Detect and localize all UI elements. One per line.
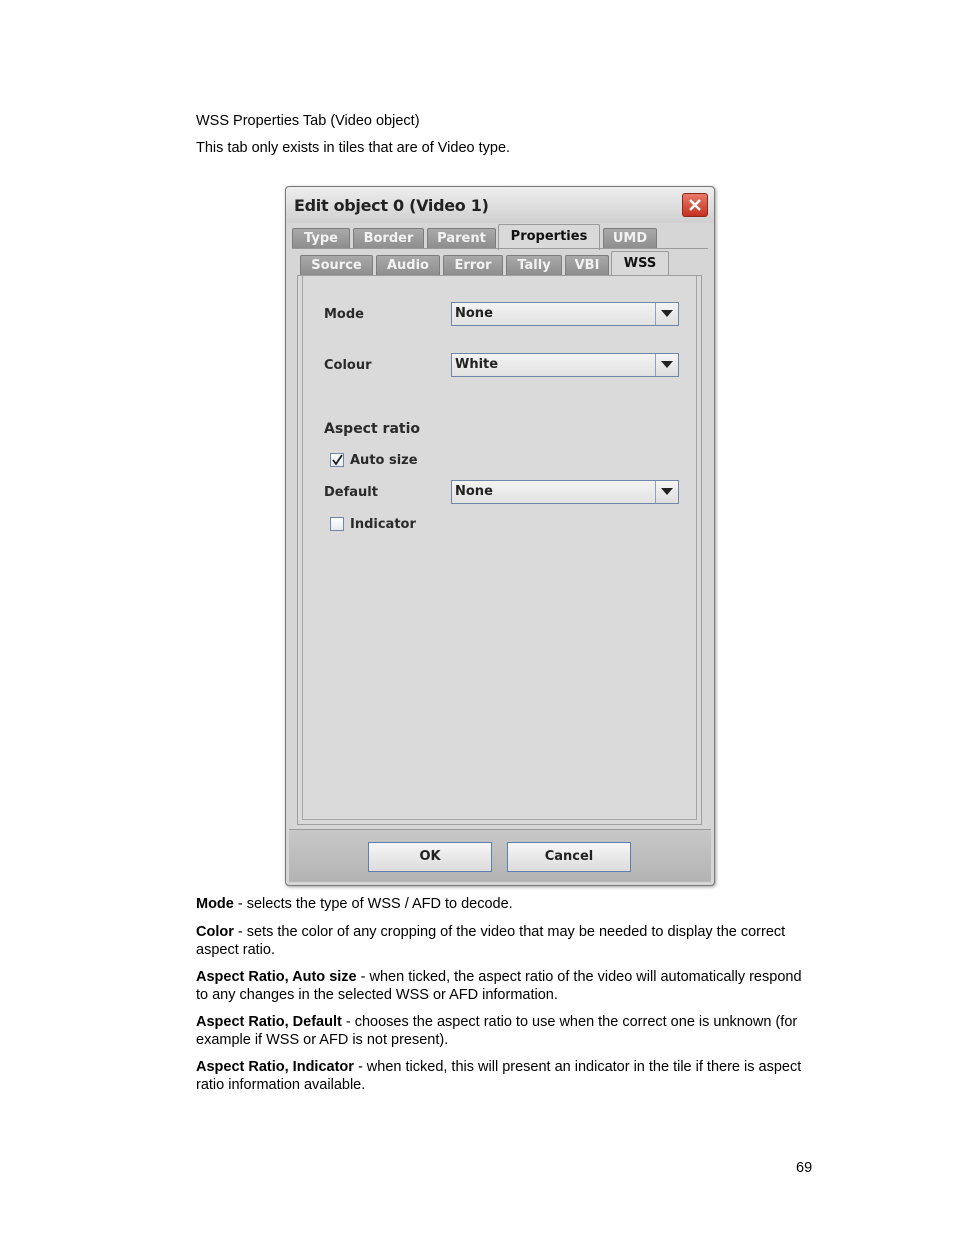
default-dropdown-button[interactable] — [655, 481, 678, 503]
colour-value: White — [455, 357, 499, 372]
tab-properties[interactable]: Properties — [498, 224, 600, 250]
tab-umd[interactable]: UMD — [603, 228, 657, 248]
top-tab-row — [292, 228, 708, 250]
dialog-title: Edit object 0 (Video 1) — [294, 196, 489, 215]
edit-object-dialog — [285, 186, 715, 886]
mode-label: Mode — [324, 307, 364, 322]
default-select[interactable] — [451, 480, 679, 504]
chevron-down-icon — [661, 310, 673, 318]
dialog-button-bar — [289, 829, 711, 882]
indicator-checkbox[interactable] — [330, 517, 344, 531]
doc-heading: WSS Properties Tab (Video object) — [196, 113, 420, 129]
aspect-ratio-heading: Aspect ratio — [324, 421, 421, 437]
doc-intro: This tab only exists in tiles that are of Video type. — [196, 140, 511, 156]
default-label: Default — [324, 485, 378, 500]
definition-mode — [196, 895, 816, 913]
definition-text: - selects the type of WSS / AFD to decode. — [233, 896, 513, 912]
close-button[interactable] — [682, 193, 708, 217]
definition-text: - when ticked, this will present an indicator in the tile if there is aspect ratio information available. — [196, 1059, 802, 1093]
chevron-down-icon — [661, 361, 673, 369]
colour-dropdown-button[interactable] — [655, 354, 678, 376]
definition-term: Aspect Ratio, Indicator — [196, 1059, 354, 1075]
definition-color — [196, 923, 816, 959]
mode-dropdown-button[interactable] — [655, 303, 678, 325]
tab-source[interactable]: Source — [300, 255, 373, 275]
definition-text: - sets the color of any cropping of the video that may be needed to display the correct aspect ratio. — [196, 924, 786, 958]
tab-type[interactable]: Type — [292, 228, 350, 248]
tab-border[interactable]: Border — [353, 228, 424, 248]
definition-term: Aspect Ratio, Default — [196, 1014, 342, 1030]
wss-panel — [297, 275, 702, 825]
indicator-label: Indicator — [350, 517, 416, 532]
definition-default — [196, 1013, 816, 1049]
auto-size-checkbox[interactable] — [330, 453, 344, 467]
tab-parent[interactable]: Parent — [427, 228, 496, 248]
dialog-titlebar — [286, 187, 714, 223]
definition-term: Mode — [196, 896, 234, 912]
tab-error[interactable]: Error — [443, 255, 503, 275]
tab-wss[interactable]: WSS — [611, 251, 669, 277]
checkmark-icon — [332, 454, 343, 466]
tab-vbi[interactable]: VBI — [565, 255, 609, 275]
close-icon — [689, 199, 701, 211]
definition-term: Aspect Ratio, Auto size — [196, 969, 357, 985]
definition-term: Color — [196, 924, 234, 940]
ok-button[interactable]: OK — [368, 842, 492, 872]
definition-text: - when ticked, the aspect ratio of the video will automatically respond to any changes in the selected WSS or AFD information. — [196, 969, 802, 1003]
definition-text: - chooses the aspect ratio to use when the correct one is unknown (for example if WSS or AFD is not present). — [196, 1014, 798, 1048]
definition-indicator — [196, 1058, 816, 1094]
tab-audio[interactable]: Audio — [376, 255, 440, 275]
chevron-down-icon — [661, 488, 673, 496]
tab-tally[interactable]: Tally — [506, 255, 562, 275]
mode-value: None — [455, 306, 493, 321]
colour-select[interactable] — [451, 353, 679, 377]
cancel-button[interactable]: Cancel — [507, 842, 631, 872]
mode-select[interactable] — [451, 302, 679, 326]
default-value: None — [455, 484, 493, 499]
top-tab-line — [292, 248, 708, 249]
sub-tab-row — [300, 255, 700, 277]
colour-label: Colour — [324, 358, 372, 373]
auto-size-label: Auto size — [350, 453, 418, 468]
definition-auto-size — [196, 968, 816, 1004]
page-number: 69 — [796, 1160, 813, 1176]
wss-panel-inner — [302, 276, 697, 820]
